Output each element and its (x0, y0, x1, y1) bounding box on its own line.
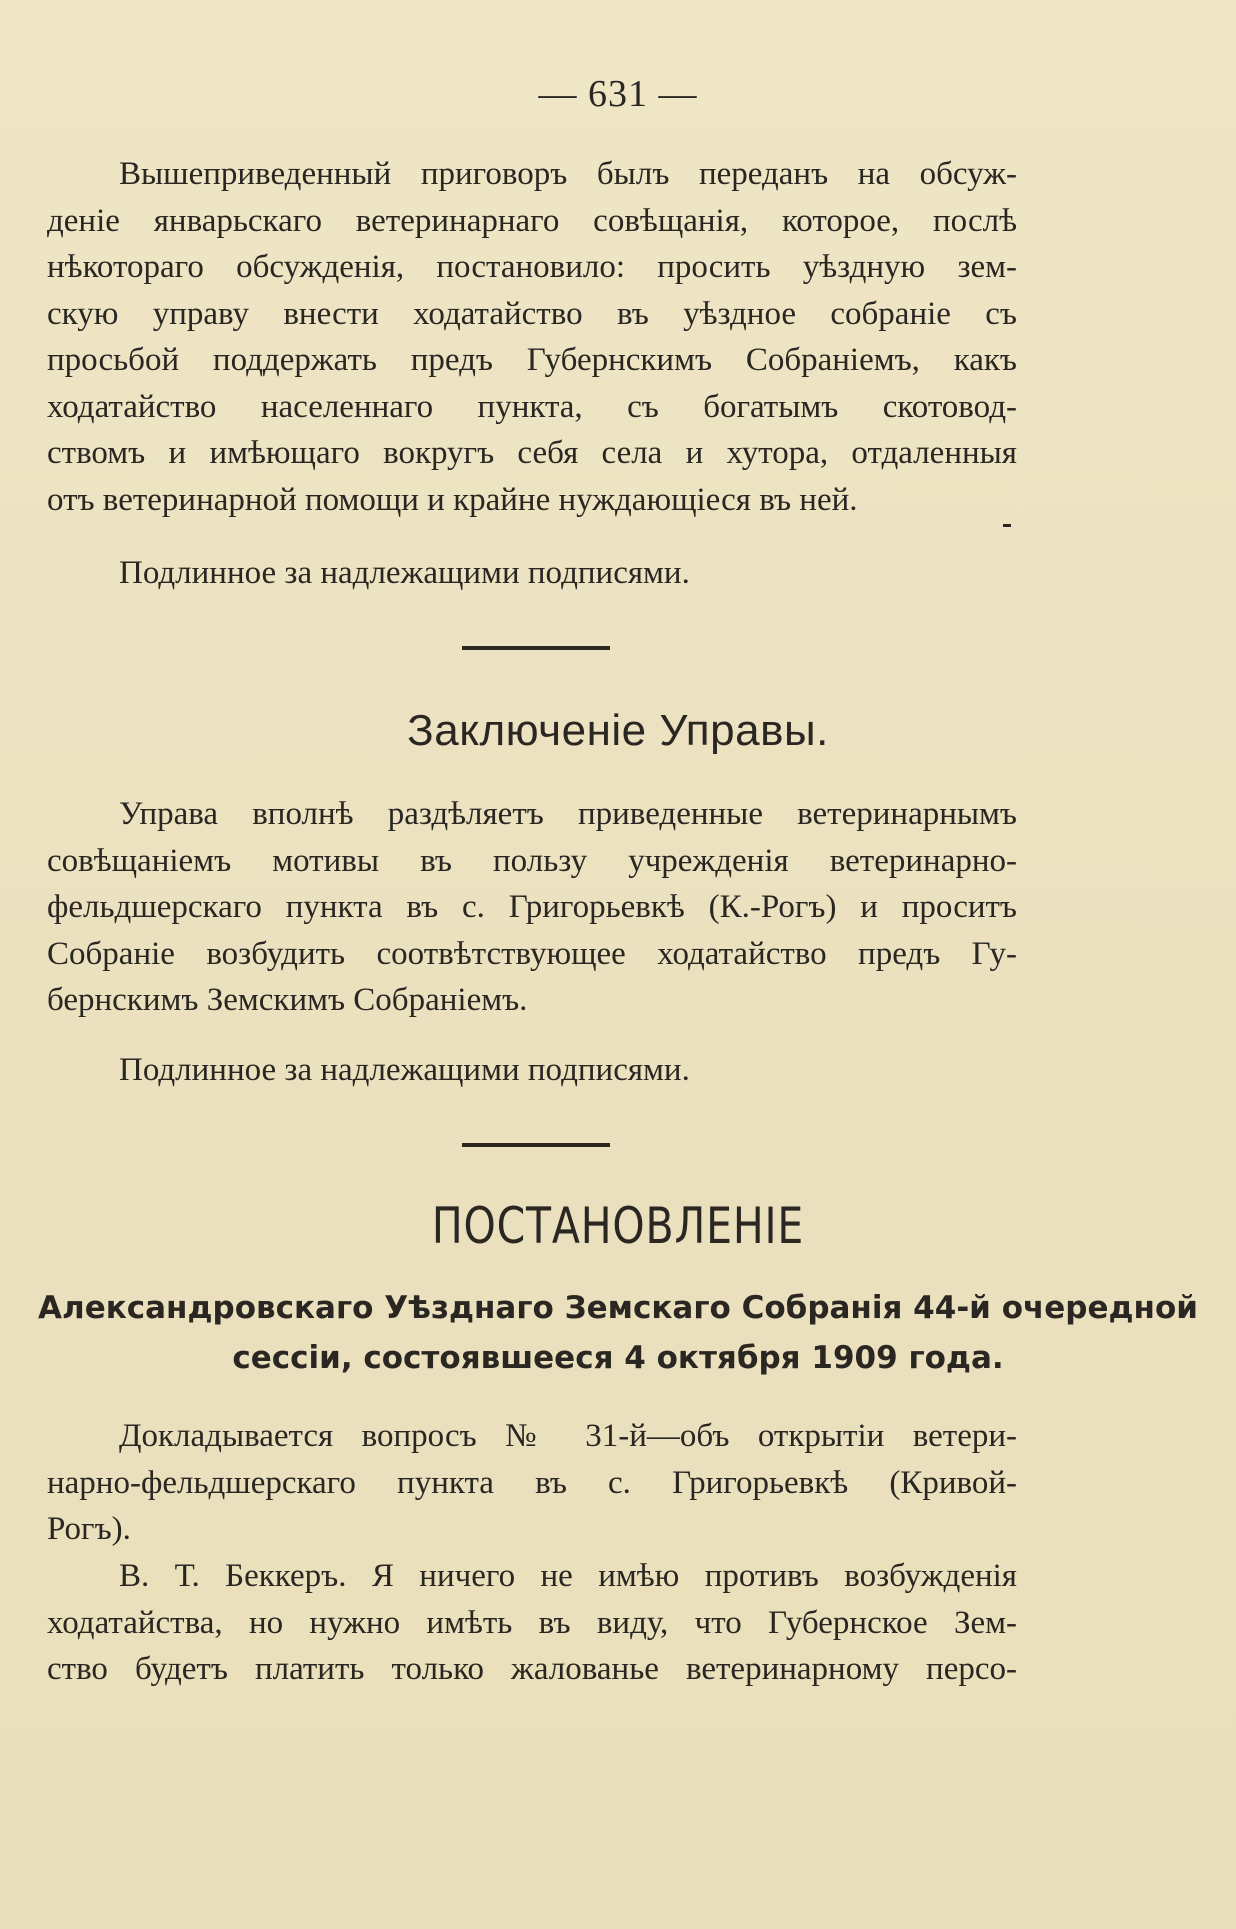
paragraph-bekker-remark (47, 1553, 1017, 1693)
text-line: ходатайства, но нужно имѣть въ виду, что Губернское Зем- (47, 1604, 1017, 1641)
resolution-subheading (0, 1283, 1236, 1383)
paragraph-resolution-discussion (47, 151, 1017, 523)
signature-note: Подлинное за надлежащими подписями. (119, 1052, 690, 1088)
signature-note: Подлинное за надлежащими подписями. (119, 555, 690, 591)
text-line: ствомъ и имѣющаго вокругъ себя села и хутора, отдаленныя (47, 435, 1017, 471)
text-line: Собраніе возбудить соотвѣтствующее ходатайство предъ Гу- (47, 935, 1017, 972)
text-line: ство будетъ платить только жалованье ветеринарному персо- (47, 1651, 1017, 1687)
print-mark (1003, 524, 1011, 527)
section-divider (462, 646, 610, 650)
text-line: скую управу внести ходатайство въ уѣздное собраніе съ (47, 295, 1017, 332)
text-line: Докладывается вопросъ № 31-й—объ открытіи ветери- (119, 1418, 1017, 1454)
text-line: Рогъ). (47, 1511, 131, 1547)
subheading-line: Александровскаго Уѣзднаго Земскаго Собранія 44-й очередной (38, 1290, 1198, 1326)
text-line: ходатайство населеннаго пункта, съ богатымъ скотовод- (47, 388, 1017, 425)
text-line: отъ ветеринарной помощи и крайне нуждающіеся въ ней. (47, 481, 858, 518)
resolution-heading: ПОСТАНОВЛЕНІЕ (431, 1197, 805, 1255)
text-line: фельдшерскаго пункта въ с. Григорьевкѣ (К.-Рогъ) и проситъ (47, 889, 1017, 925)
text-line: Управа вполнѣ раздѣляетъ приведенные ветеринарнымъ (119, 796, 1017, 832)
section-divider (462, 1143, 610, 1147)
text-line: просьбой поддержать предъ Губернскимъ Собраніемъ, какъ (47, 342, 1017, 378)
text-line: совѣщаніемъ мотивы въ пользу учрежденія ветеринарно- (47, 842, 1017, 879)
text-line: нѣкотораго обсужденія, постановило: просить уѣздную зем- (47, 249, 1017, 285)
paragraph-board-conclusion (47, 791, 1017, 1024)
paragraph-question-report (47, 1413, 1017, 1553)
page-number: — 631 — (538, 73, 698, 115)
subheading-line: сессіи, состоявшееся 4 октября 1909 года. (232, 1340, 1004, 1376)
text-line: Вышеприведенный приговоръ былъ переданъ на обсуж- (119, 156, 1017, 192)
section-heading: Заключеніе Управы. (407, 706, 829, 755)
text-line: нарно-фельдшерскаго пункта въ с. Григорьевкѣ (Кривой- (47, 1464, 1017, 1501)
text-line: деніе январьскаго ветеринарнаго совѣщанія, которое, послѣ (47, 202, 1017, 239)
text-line: В. Т. Беккеръ. Я ничего не имѣю противъ возбужденія (119, 1558, 1017, 1594)
text-line: бернскимъ Земскимъ Собраніемъ. (47, 982, 528, 1018)
